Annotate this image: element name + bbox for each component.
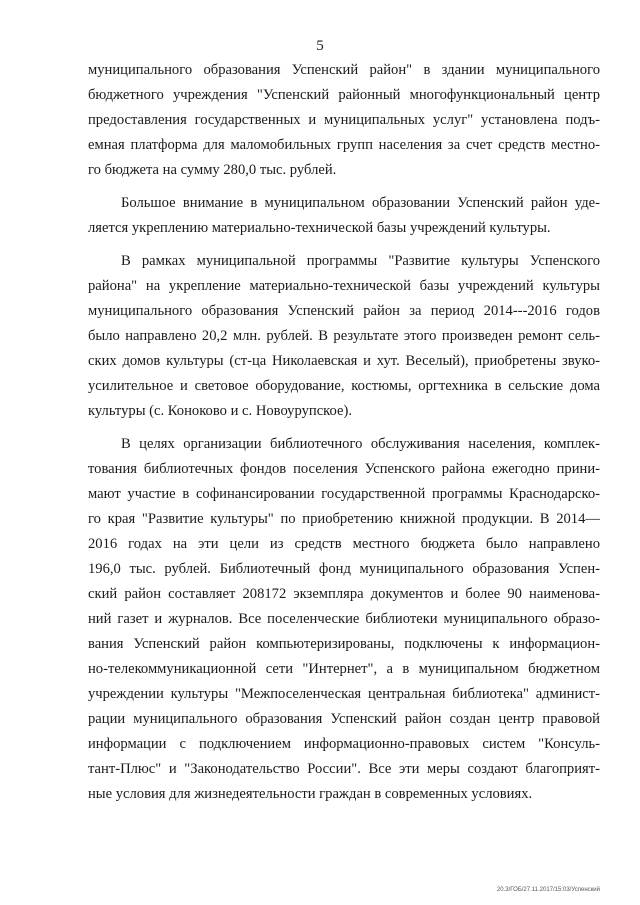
text-line: ний газет и журналов. Все поселенческие библиотеки муниципального образо- (88, 611, 600, 627)
text-line: вания Успенский район компьютеризированы, подключены к информацион- (88, 636, 600, 652)
paragraph-1 (88, 58, 600, 183)
text-line: Большое внимание в муниципальном образовании Успенский район уде- (121, 195, 600, 211)
text-line: 2016 годах на эти цели из средств местного бюджета было направлено (88, 536, 600, 552)
text-line: 196,0 тыс. рублей. Библиотечный фонд муниципального образования Успен- (88, 561, 600, 577)
text-line: муниципального образования Успенский район за период 2014---2016 годов (88, 303, 600, 319)
text-line: рации муниципального образования Успенский район создан центр правовой (88, 711, 600, 727)
paragraph-2 (88, 191, 600, 241)
text-line: учреждении культуры "Межпоселенческая центральная библиотека" админист- (88, 686, 600, 702)
text-line: мают участие в софинансировании государственной программы Краснодарско- (88, 486, 600, 502)
text-line: го края "Развитие культуры" по приобретению книжной продукции. В 2014— (88, 511, 600, 527)
text-line: емная платформа для маломобильных групп населения за счет средств местно- (88, 137, 600, 153)
text-line: усилительное и световое оборудование, костюмы, оргтехника в сельские дома (88, 378, 600, 394)
text-line: тант-Плюс" и "Законодательство России". Все эти меры создают благоприят- (88, 761, 600, 777)
document-body (88, 58, 600, 815)
text-line: бюджетного учреждения "Успенский районный многофункциональный центр (88, 87, 600, 103)
page-number: 5 (316, 38, 324, 54)
text-line: культуры (с. Коноково и с. Новоурупское). (88, 403, 352, 419)
paragraph-4 (88, 432, 600, 807)
text-line: тования библиотечных фондов поселения Успенского района ежегодно прини- (88, 461, 600, 477)
text-line: но-телекоммуникационной сети "Интернет", а в муниципальном бюджетном (88, 661, 600, 677)
text-line: В рамках муниципальной программы "Развитие культуры Успенского (121, 253, 600, 269)
text-line: ные условия для жизнедеятельности граждан в современных условиях. (88, 786, 533, 802)
text-line: муниципального образования Успенский район" в здании муниципального (88, 62, 600, 78)
text-line: В целях организации библиотечного обслуживания населения, комплек- (121, 436, 600, 452)
text-line: было направлено 20,2 млн. рублей. В результате этого произведен ремонт сель- (88, 328, 600, 344)
text-line: го бюджета на сумму 280,0 тыс. рублей. (88, 162, 337, 178)
text-line: ских домов культуры (ст-ца Николаевская и хут. Веселый), приобретены звуко- (88, 353, 600, 369)
text-line: ский район составляет 208172 экземпляра документов и более 90 наименова- (88, 586, 600, 602)
text-line: района" на укрепление материально-технической базы учреждений культуры (88, 278, 600, 294)
text-line: ляется укреплению материально-технической базы учреждений культуры. (88, 220, 551, 236)
text-line: предоставления государственных и муниципальных услуг" установлена подъ- (88, 112, 600, 128)
document-footer-stamp: 20.3/ГОБ/27.11.2017/15:03/Успенский (496, 887, 600, 893)
paragraph-3 (88, 249, 600, 424)
text-line: информации с подключением информационно-правовых систем "Консуль- (88, 736, 600, 752)
